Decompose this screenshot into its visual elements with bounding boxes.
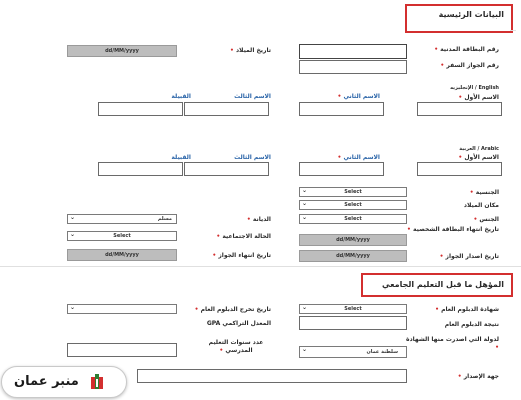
birth-date-field[interactable]: dd/MM/yyyy — [67, 45, 177, 57]
issuing-country-select[interactable]: ⌄ سلطنة عمان — [299, 346, 407, 358]
chevron-down-icon: ⌄ — [302, 214, 308, 221]
minbar-oman-logo-icon — [90, 374, 104, 390]
id-expiry-label: تاريخ انتهاء البطاقة الشخصية • — [404, 226, 499, 234]
issuer-input[interactable] — [137, 369, 407, 383]
diploma-grad-select[interactable] — [67, 304, 177, 314]
tribe-en-label: القبيلة — [171, 93, 191, 100]
third-name-ar-label: الاسم الثالث — [234, 154, 271, 161]
passport-expiry-field[interactable]: dd/MM/yyyy — [67, 249, 177, 261]
arabic-header: Arabic / العربية — [459, 146, 499, 152]
school-years-label: عدد سنوات التعليم المدرسي • — [201, 339, 271, 355]
section-education-title: المؤهل ما قبل التعليم الجامعي — [382, 280, 504, 289]
gender-label: الجنس • — [473, 216, 499, 224]
second-name-ar-input[interactable] — [299, 162, 384, 176]
chevron-down-icon: ⌄ — [302, 346, 308, 353]
gpa-label: المعدل التراكمي GPA — [206, 320, 271, 327]
first-name-en-input[interactable] — [417, 102, 502, 116]
birth-place-label: مكان الميلاد — [463, 202, 499, 209]
english-header: English / الإنجليزيه — [450, 85, 499, 91]
third-name-en-label: الاسم الثالث — [234, 93, 271, 100]
divider — [0, 266, 521, 267]
tribe-ar-input[interactable] — [98, 162, 183, 176]
issuing-country-label: لدولة التي اصدرت منها الشهادة • — [404, 336, 499, 352]
birth-date-label: تاريخ الميلاد • — [230, 47, 271, 55]
nationality-select[interactable]: ⌄ Select — [299, 187, 407, 197]
chevron-down-icon: ⌄ — [302, 304, 308, 311]
section-main-header — [405, 4, 513, 33]
diploma-cert-label: شهادة الدبلوم العام • — [435, 306, 499, 314]
passport-expiry-label: تاريخ انتهاء الجواز • — [212, 252, 271, 260]
third-name-ar-input[interactable] — [184, 162, 269, 176]
passport-issue-label: تاريخ اصدار الجواز • — [440, 253, 499, 261]
third-name-en-input[interactable] — [184, 102, 269, 116]
minbar-oman-logo — [1, 366, 127, 398]
chevron-down-icon: ⌄ — [70, 304, 76, 311]
chevron-down-icon: ⌄ — [302, 187, 308, 194]
section-education-header — [361, 273, 513, 297]
nationality-label: الجنسية • — [470, 189, 499, 197]
civil-id-label: رقم البطاقة المدنية • — [434, 46, 499, 54]
first-name-ar-input[interactable] — [417, 162, 502, 176]
section-main-title: البيانات الرئيسية — [438, 10, 504, 19]
first-name-ar-label: الاسم الأول • — [458, 154, 499, 162]
diploma-result-input[interactable] — [299, 316, 407, 330]
birth-place-select[interactable]: ⌄ Select — [299, 200, 407, 210]
passport-issue-field[interactable]: dd/MM/yyyy — [299, 250, 407, 262]
tribe-en-input[interactable] — [98, 102, 183, 116]
chevron-down-icon: ⌄ — [70, 214, 76, 221]
chevron-down-icon: ⌄ — [302, 200, 308, 207]
religion-select[interactable]: ⌄ مسلم — [67, 214, 177, 224]
marital-select[interactable]: ⌄ Select — [67, 231, 177, 241]
divider — [510, 30, 516, 31]
passport-label: رقم الجواز السفر • — [440, 62, 499, 70]
chevron-down-icon: ⌄ — [70, 231, 76, 238]
civil-id-input[interactable] — [299, 44, 407, 59]
gender-select[interactable]: ⌄ Select — [299, 214, 407, 224]
issuer-label: جهة الإصدار • — [458, 373, 499, 381]
logo-text: منبر عمان — [14, 374, 79, 389]
diploma-grad-label: تاريخ تخرج الدبلوم العام • — [195, 306, 271, 314]
second-name-en-input[interactable] — [299, 102, 384, 116]
tribe-ar-label: القبيلة — [171, 154, 191, 161]
diploma-cert-select[interactable]: ⌄ Select — [299, 304, 407, 314]
first-name-en-label: الاسم الأول • — [458, 94, 499, 102]
second-name-ar-label: الاسم الثاني • — [338, 154, 381, 162]
marital-label: الحالة الاجتماعية • — [216, 233, 271, 241]
passport-input[interactable] — [299, 60, 407, 74]
diploma-result-label: نتيجة الدبلوم العام — [444, 321, 499, 328]
id-expiry-field[interactable]: dd/MM/yyyy — [299, 234, 407, 246]
religion-label: الديانة • — [247, 216, 271, 224]
second-name-en-label: الاسم الثاني • — [338, 93, 381, 101]
school-years-input[interactable] — [67, 343, 177, 357]
